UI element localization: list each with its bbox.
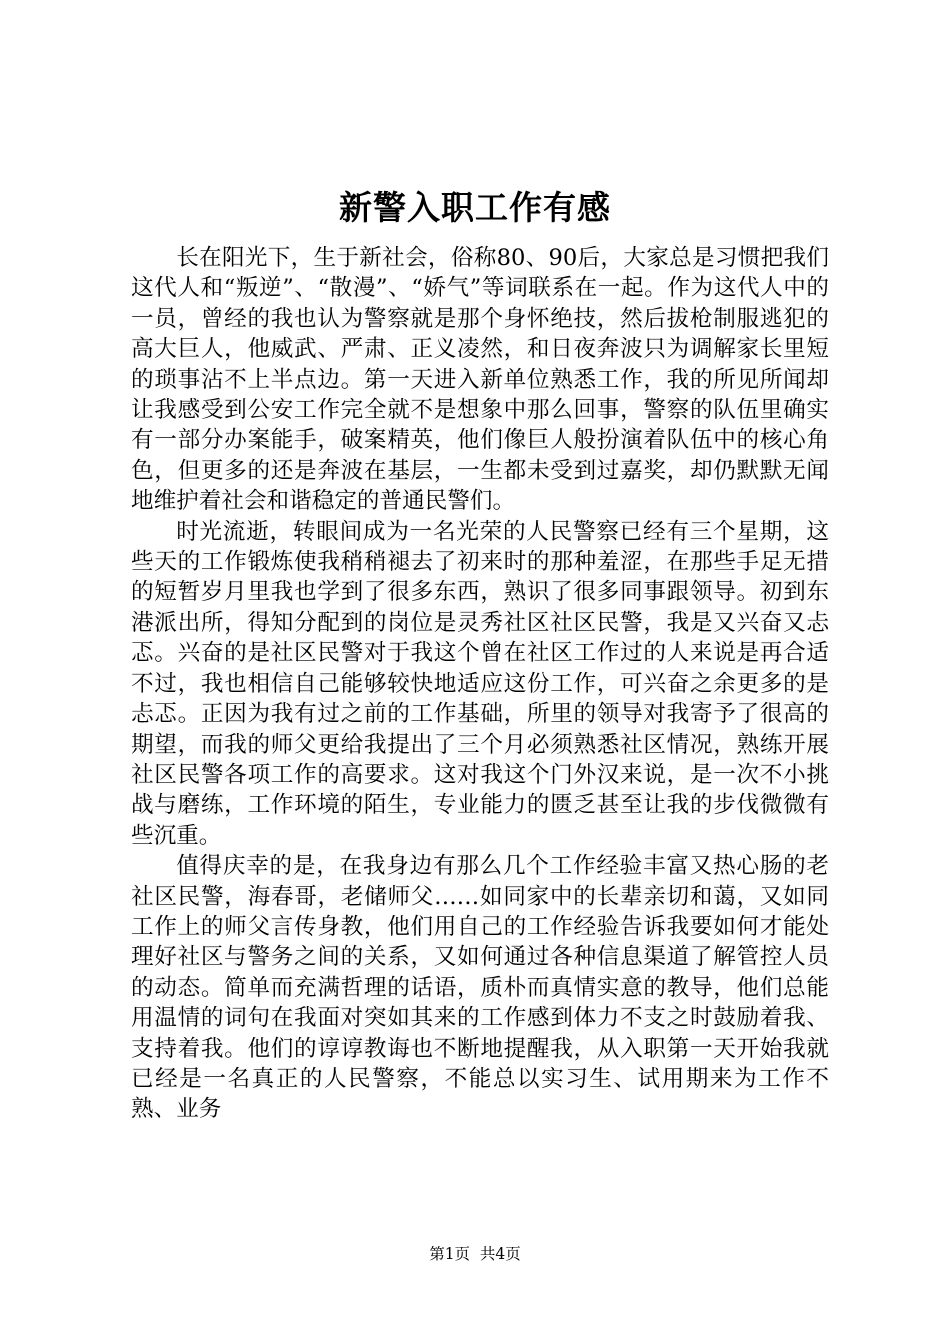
page-number: 第1页 (429, 1245, 471, 1263)
document-title: 新警入职工作有感 (339, 188, 611, 227)
footer-spacer (470, 1245, 480, 1263)
paragraph-3: 值得庆幸的是，在我身边有那么几个工作经验丰富又热心肠的老社区民警，海春哥，老储师父……如同家中的长辈亲切和蔼，又如同工作上的师父言传身教，他们用自己的工作经验告诉我要如何才能处理好社区与警务之间的关系，又如何通过各种信息渠道了解管控人员的动态。简单而充满哲理的话语，质朴而真情实意的教导，他们总能用温情的词句在我面对突如其来的工作感到体力不支之时鼓励着我、支持着我。他们的谆谆教诲也不断地提醒我，从入职第一天开始我就已经是一名真正的人民警察，不能总以实习生、试用期来为工作不熟、业务 (131, 853, 829, 1123)
document-body (131, 243, 829, 1125)
paragraph-2: 时光流逝，转眼间成为一名光荣的人民警察已经有三个星期，这些天的工作锻炼使我稍稍褪去了初来时的那种羞涩，在那些手足无措的短暂岁月里我也学到了很多东西，熟识了很多同事跟领导。初到东港派出所，得知分配到的岗位是灵秀社区社区民警，我是又兴奋又忐忑。兴奋的是社区民警对于我这个曾在社区工作过的人来说是再合适不过，我也相信自己能够较快地适应这份工作，可兴奋之余更多的是忐忑。正因为我有过之前的工作基础，所里的领导对我寄予了很高的期望，而我的师父更给我提出了三个月必须熟悉社区情况，熟练开展社区民警各项工作的高要求。这对我这个门外汉来说，是一次不小挑战与磨练，工作环境的陌生，专业能力的匮乏甚至让我的步伐微微有些沉重。 (131, 518, 829, 849)
page-footer (0, 1242, 950, 1266)
page-total: 共4页 (479, 1245, 521, 1263)
paragraph-1: 长在阳光下，生于新社会，俗称80、90后，大家总是习惯把我们这代人和“叛逆”、“散漫”、“娇气”等词联系在一起。作为这代人中的一员，曾经的我也认为警察就是那个身怀绝技，然后拔枪制服逃犯的高大巨人，他威武、严肃、正义凌然，和日夜奔波只为调解家长里短的琐事沾不上半点边。第一天进入新单位熟悉工作，我的所见所闻却让我感受到公安工作完全就不是想象中那么回事，警察的队伍里确实有一部分办案能手，破案精英，他们像巨人般扮演着队伍中的核心角色，但更多的还是奔波在基层，一生都未受到过嘉奖，却仍默默无闻地维护着社会和谐稳定的普通民警们。 (131, 245, 829, 515)
